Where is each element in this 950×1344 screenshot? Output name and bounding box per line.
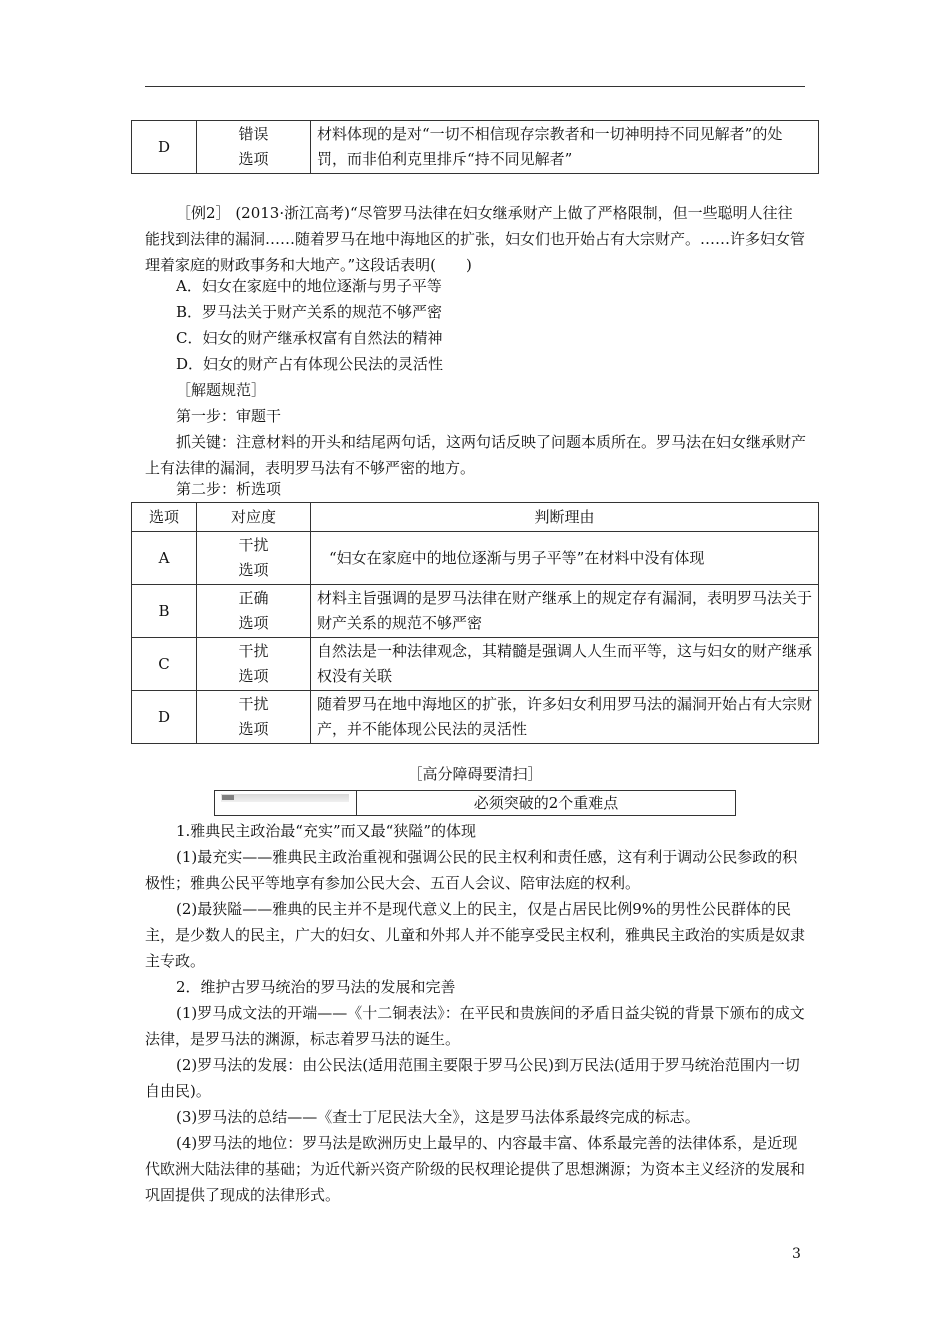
banner-text: 必须突破的2个重难点 [473, 794, 619, 812]
category-cell [197, 585, 311, 638]
section-title: ［高分障碍要清扫］ [407, 765, 543, 783]
header-option: 选项 [132, 503, 197, 532]
category-line: 干扰 [238, 695, 269, 713]
category-line: 选项 [238, 720, 269, 738]
option-b: B．罗马法关于财产关系的规范不够严密 [176, 303, 443, 321]
options-analysis-table [131, 502, 819, 744]
category-line: 选项 [238, 561, 269, 579]
options-table-continued [131, 120, 819, 174]
category-line: 正确 [238, 589, 269, 607]
option-cell: B [132, 585, 197, 638]
point1-b: (2)最狭隘——雅典的民主并不是现代意义上的民主，仅是占居民比例9%的男性公民群体的民主，是少数人的民主，广大的妇女、儿童和外邦人并不能享受民主权利，雅典民主政治的实质是奴隶主专政。 [145, 900, 806, 970]
table-row [132, 532, 819, 585]
banner-bar [221, 794, 349, 802]
point2-title: 2．维护古罗马统治的罗马法的发展和完善 [176, 978, 456, 996]
category-line: 选项 [238, 667, 269, 685]
header-reason: 判断理由 [311, 503, 819, 532]
point2-c: (3)罗马法的总结——《查士丁尼民法大全》，这是罗马法体系最终完成的标志。 [176, 1108, 700, 1126]
category-line: 选项 [238, 150, 269, 168]
point1-title: 1.雅典民主政治最“充实”而又最“狭隘”的体现 [176, 822, 476, 840]
section-banner [214, 790, 736, 816]
reason-cell: 材料主旨强调的是罗马法律在财产继承上的规定存有漏洞，表明罗马法关于财产关系的规范不够严密 [311, 585, 819, 638]
step1-title: 第一步：审题干 [176, 407, 282, 425]
category-cell [197, 691, 311, 744]
reason-cell: “妇女在家庭中的地位逐渐与男子平等”在材料中没有体现 [311, 532, 819, 585]
category-cell [197, 638, 311, 691]
example-source: (2013·浙江高考) [235, 204, 350, 222]
option-a: A．妇女在家庭中的地位逐渐与男子平等 [176, 277, 442, 295]
point2-b: (2)罗马法的发展：由公民法(适用范围主要限于罗马公民)到万民法(适用于罗马统治范围内一切自由民)。 [145, 1056, 800, 1100]
table-row [132, 585, 819, 638]
point2-d: (4)罗马法的地位：罗马法是欧洲历史上最早的、内容最丰富、体系最完善的法律体系，是近现代欧洲大陆法律的基础；为近代新兴资产阶级的民权理论提供了思想渊源；为资本主义经济的发展和巩固提供了现成的法律形式。 [145, 1134, 806, 1204]
solution-label: ［解题规范］ [176, 381, 267, 399]
table-row [132, 691, 819, 744]
category-line: 错误 [238, 125, 269, 143]
category-line: 干扰 [238, 536, 269, 554]
example-stem-text: “尽管罗马法律在妇女继承财产上做了严格限制，但一些聪明人往往能找到法律的漏洞……随着罗马在地中海地区的扩张，妇女们也开始占有大宗财产。……许多妇女管理着家庭的财政事务和大地产。”这段话表明( ) [145, 204, 806, 274]
option-cell: C [132, 638, 197, 691]
option-cell: D [132, 691, 197, 744]
category-cell [197, 121, 311, 174]
step2-title: 第二步：析选项 [176, 480, 282, 498]
option-cell: D [132, 121, 197, 174]
table-row [132, 121, 819, 174]
option-cell: A [132, 532, 197, 585]
point2-a: (1)罗马成文法的开端——《十二铜表法》：在平民和贵族间的矛盾日益尖锐的背景下颁布的成文法律，是罗马法的渊源，标志着罗马法的诞生。 [145, 1004, 805, 1048]
header-rule [145, 86, 805, 87]
reason-cell: 自然法是一种法律观念，其精髓是强调人人生而平等，这与妇女的财产继承权没有关联 [311, 638, 819, 691]
option-d: D．妇女的财产占有体现公民法的灵活性 [176, 355, 444, 373]
banner-decoration [215, 791, 357, 815]
reason-cell: 材料体现的是对“一切不相信现存宗教者和一切神明持不同见解者”的处罚，而非伯利克里排斥“持不同见解者” [311, 121, 819, 174]
option-c: C．妇女的财产继承权富有自然法的精神 [176, 329, 443, 347]
example-stem [145, 200, 807, 278]
table-header-row [132, 503, 819, 532]
banner-mark-icon [222, 795, 234, 800]
category-line: 选项 [238, 614, 269, 632]
header-category: 对应度 [197, 503, 311, 532]
step1-text: 抓关键：注意材料的开头和结尾两句话，这两句话反映了问题本质所在。罗马法在妇女继承财产上有法律的漏洞，表明罗马法有不够严密的地方。 [145, 433, 807, 477]
table-row [132, 638, 819, 691]
reason-cell: 随着罗马在地中海地区的扩张，许多妇女利用罗马法的漏洞开始占有大宗财产，并不能体现公民法的灵活性 [311, 691, 819, 744]
point1-a: (1)最充实——雅典民主政治重视和强调公民的民主权利和责任感，这有利于调动公民参政的积极性；雅典公民平等地享有参加公民大会、五百人会议、陪审法庭的权利。 [145, 848, 798, 892]
example-label: ［例2］ [176, 204, 231, 222]
category-line: 干扰 [238, 642, 269, 660]
category-cell [197, 532, 311, 585]
page-number: 3 [792, 1246, 801, 1262]
